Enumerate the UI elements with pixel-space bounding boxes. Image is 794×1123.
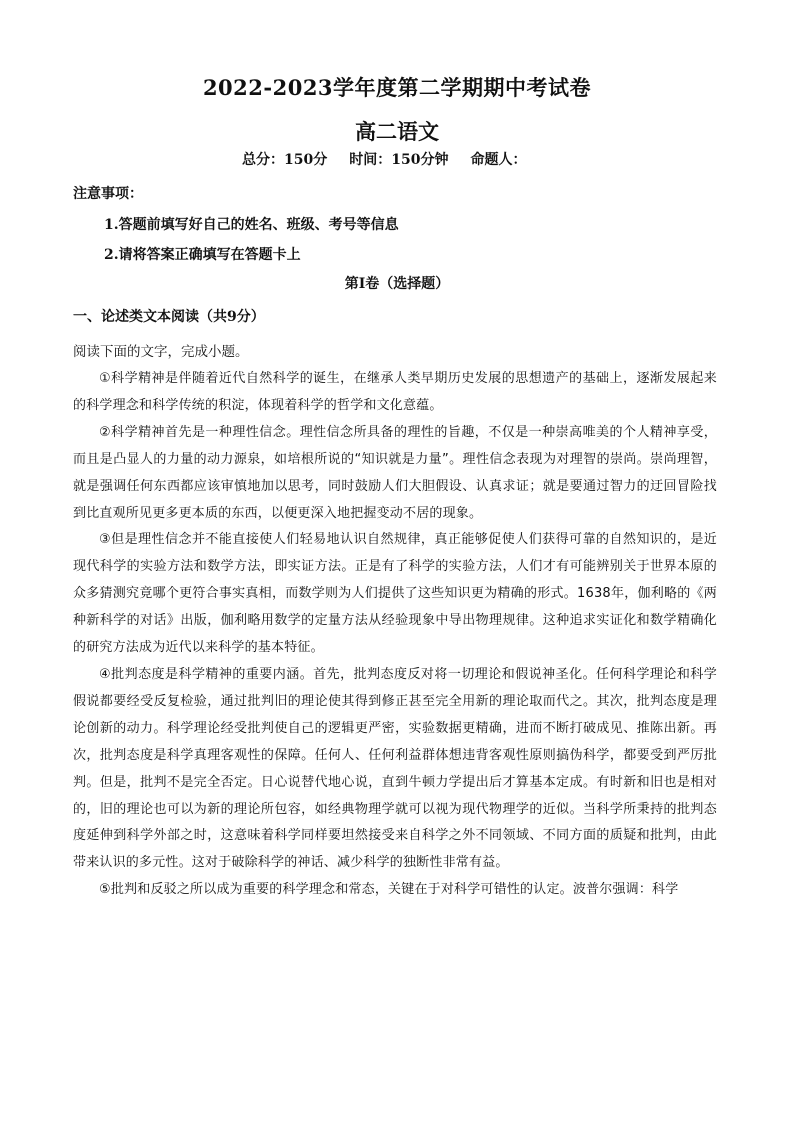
exam-time: 时间：150分钟 [349,152,449,168]
passage-paragraph: ⑤批判和反驳之所以成为重要的科学理念和常态，关键在于对科学可错性的认定。波普尔强调：科学 [99,882,679,898]
section-heading: 一、论述类文本阅读（共9分） [73,309,265,325]
passage-paragraph: ①科学精神是伴随着近代自然科学的诞生，在继承人类早期历史发展的思想遗产的基础上，逐渐发展起来的科学理念和科学传统的积淀，体现着科学的哲学和文化意蕴。 [73,371,717,413]
exam-meta [242,149,526,169]
exam-subject: 高二语文 [355,119,439,144]
exam-title: 2022-2023学年度第二学期期中考试卷 [202,75,592,100]
exam-author: 命题人： [470,152,527,168]
volume-heading: 第Ⅰ卷（选择题） [344,276,450,292]
passage-paragraph: ④批判态度是科学精神的重要内涵。首先，批判态度反对将一切理论和假说神圣化。任何科学理论和科学假说都要经受反复检验，通过批判旧的理论使其得到修正甚至完全用新的理论取而代之。其次，批判态度是理论创新的动力。科学理论经受批判使自己的逻辑更严密，实验数据更精确，进而不断打破成见、推陈出新。再次，批判态度是科学真理客观性的保障。任何人、任何利益群体想违背客观性原则搞伪科学，都要受到严厉批判。但是，批判不是完全否定。日心说替代地心说，直到牛顿力学提出后才算基本定成。有时新和旧也是相对的，旧的理论也可以为新的理论所包容，如经典物理学就可以视为现代物理学的近似。当科学所秉持的批判态度延伸到科学外部之时，这意味着科学同样要坦然接受来自科学之外不同领域、不同方面的质疑和批判，由此带来认识的多元性。这对于破除科学的神话、减少科学的独断性非常有益。 [73,666,717,871]
total-score: 总分：150分 [242,152,328,168]
passage-paragraph: ②科学精神首先是一种理性信念。理性信念所具备的理性的旨趣，不仅是一种崇高唯美的个人精神享受，而且是凸显人的力量的动力源泉，如培根所说的“知识就是力量”。理性信念表现为对理智的崇尚。崇尚理智，就是强调任何东西都应该审慎地加以思考，同时鼓励人们大胆假设、认真求证；就是要通过智力的迂回冒险找到比直观所见更多更本质的东西，以便更深入地把握变动不居的现象。 [73,424,717,521]
reading-instruction: 阅读下面的文字，完成小题。 [73,344,249,360]
notice-item: 2.请将答案正确填写在答题卡上 [104,247,301,263]
notice-item: 1.答题前填写好自己的姓名、班级、考号等信息 [104,217,399,233]
notice-heading: 注意事项： [73,186,143,202]
reading-passage [73,366,717,904]
passage-paragraph: ③但是理性信念并不能直接使人们轻易地认识自然规律，真正能够促使人们获得可靠的自然知识的，是近现代科学的实验方法和数学方法，即实证方法。正是有了科学的实验方法，人们才有可能辨别关于世界本原的众多猜测究竟哪个更符合事实真相，而数学则为人们提供了这些知识更为精确的形式。1638年，伽利略的《两种新科学的对话》出版，伽利略用数学的定量方法从经验现象中导出物理规律。这种追求实证化和数学精确化的研究方法成为近代以来科学的基本特征。 [73,532,717,656]
